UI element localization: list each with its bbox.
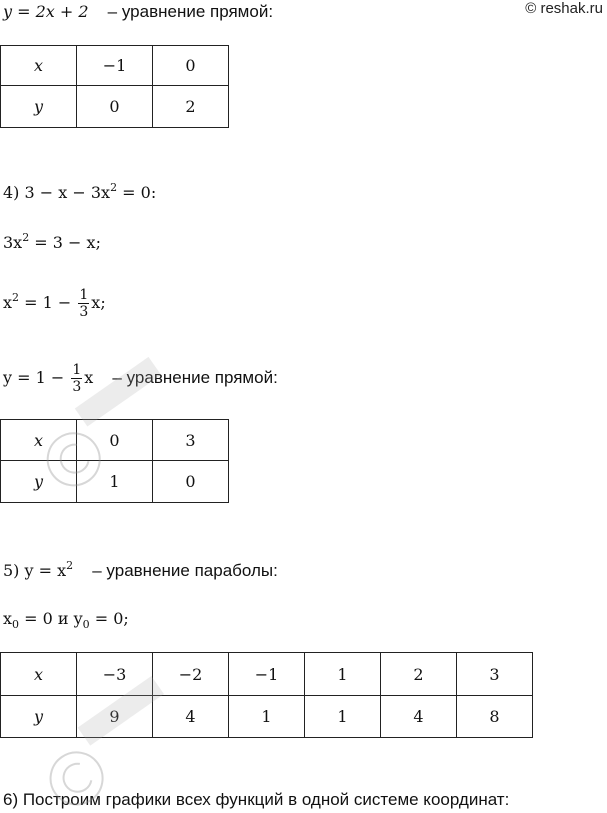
expr: y = 1 − [3, 368, 70, 387]
cell: −2 [153, 653, 229, 696]
subscript: 0 [82, 618, 90, 631]
cell: 1 [305, 696, 381, 738]
description: – уравнение параболы: [92, 561, 278, 580]
expr: x [3, 293, 13, 312]
cell: 3 [153, 420, 229, 461]
cell: 2 [153, 86, 229, 128]
description: – уравнение прямой: [107, 2, 274, 21]
expr: x [84, 368, 94, 387]
cell: 0 [153, 46, 229, 86]
copyright: © reshak.ru [525, 0, 603, 17]
step-6-text: 6) Построим графики всех функций в одной системе координат: [3, 790, 510, 809]
table-row [1, 46, 229, 86]
fraction [71, 362, 82, 395]
table-row [1, 696, 533, 738]
table-2 [0, 419, 229, 503]
expr: x; [91, 293, 106, 312]
cell: 0 [153, 461, 229, 503]
subscript: 0 [12, 618, 20, 631]
cell: 3 [457, 653, 533, 696]
expr: = 3 − x; [29, 233, 101, 252]
table-row [1, 86, 229, 128]
cell: −1 [77, 46, 153, 86]
fraction-denominator: 3 [72, 379, 82, 395]
expr: = 1 − [19, 293, 77, 312]
x-label: x [1, 653, 77, 696]
cell: 1 [305, 653, 381, 696]
step-4-line-2 [3, 287, 106, 320]
step-4-text: 4) 3 − x − 3x [3, 183, 111, 202]
step-4-heading [3, 183, 156, 203]
cell: 1 [77, 461, 153, 503]
fraction-numerator: 1 [79, 287, 89, 303]
expr: 5) y = x [3, 561, 67, 580]
x-label: x [1, 420, 77, 461]
expr: x [3, 609, 13, 628]
step-5-vertex [3, 609, 129, 629]
cell: 4 [381, 696, 457, 738]
exponent: 2 [110, 181, 118, 194]
expr: = 0; [89, 609, 129, 628]
cell: 0 [77, 86, 153, 128]
expr: 3x [3, 233, 23, 252]
cell: 9 [77, 696, 153, 738]
cell: 2 [381, 653, 457, 696]
x-label: x [1, 46, 77, 86]
fraction-numerator: 1 [72, 362, 82, 378]
table-3 [0, 652, 533, 738]
step-4-tail: = 0: [117, 183, 157, 202]
cell: 4 [153, 696, 229, 738]
table-row [1, 420, 229, 461]
description: – уравнение прямой: [112, 368, 278, 387]
fraction [78, 287, 89, 320]
exponent: 2 [22, 231, 30, 244]
y-label: y [1, 696, 77, 738]
table-row [1, 653, 533, 696]
step-4-line-1 [3, 233, 101, 253]
y-label: y [1, 461, 77, 503]
table-1 [0, 45, 229, 128]
cell: 0 [77, 420, 153, 461]
cell: 8 [457, 696, 533, 738]
table-row [1, 461, 229, 503]
y-label: y [1, 86, 77, 128]
cell: 1 [229, 696, 305, 738]
step-5-heading [3, 561, 278, 581]
exponent: 2 [66, 559, 74, 572]
equation: y = 2x + 2 [3, 2, 89, 21]
exponent: 2 [12, 291, 20, 304]
expr: = 0 и y [19, 609, 83, 628]
line-1 [3, 2, 273, 22]
cell: −3 [77, 653, 153, 696]
cell: −1 [229, 653, 305, 696]
step-4-line-3 [3, 362, 278, 395]
fraction-denominator: 3 [79, 304, 89, 320]
